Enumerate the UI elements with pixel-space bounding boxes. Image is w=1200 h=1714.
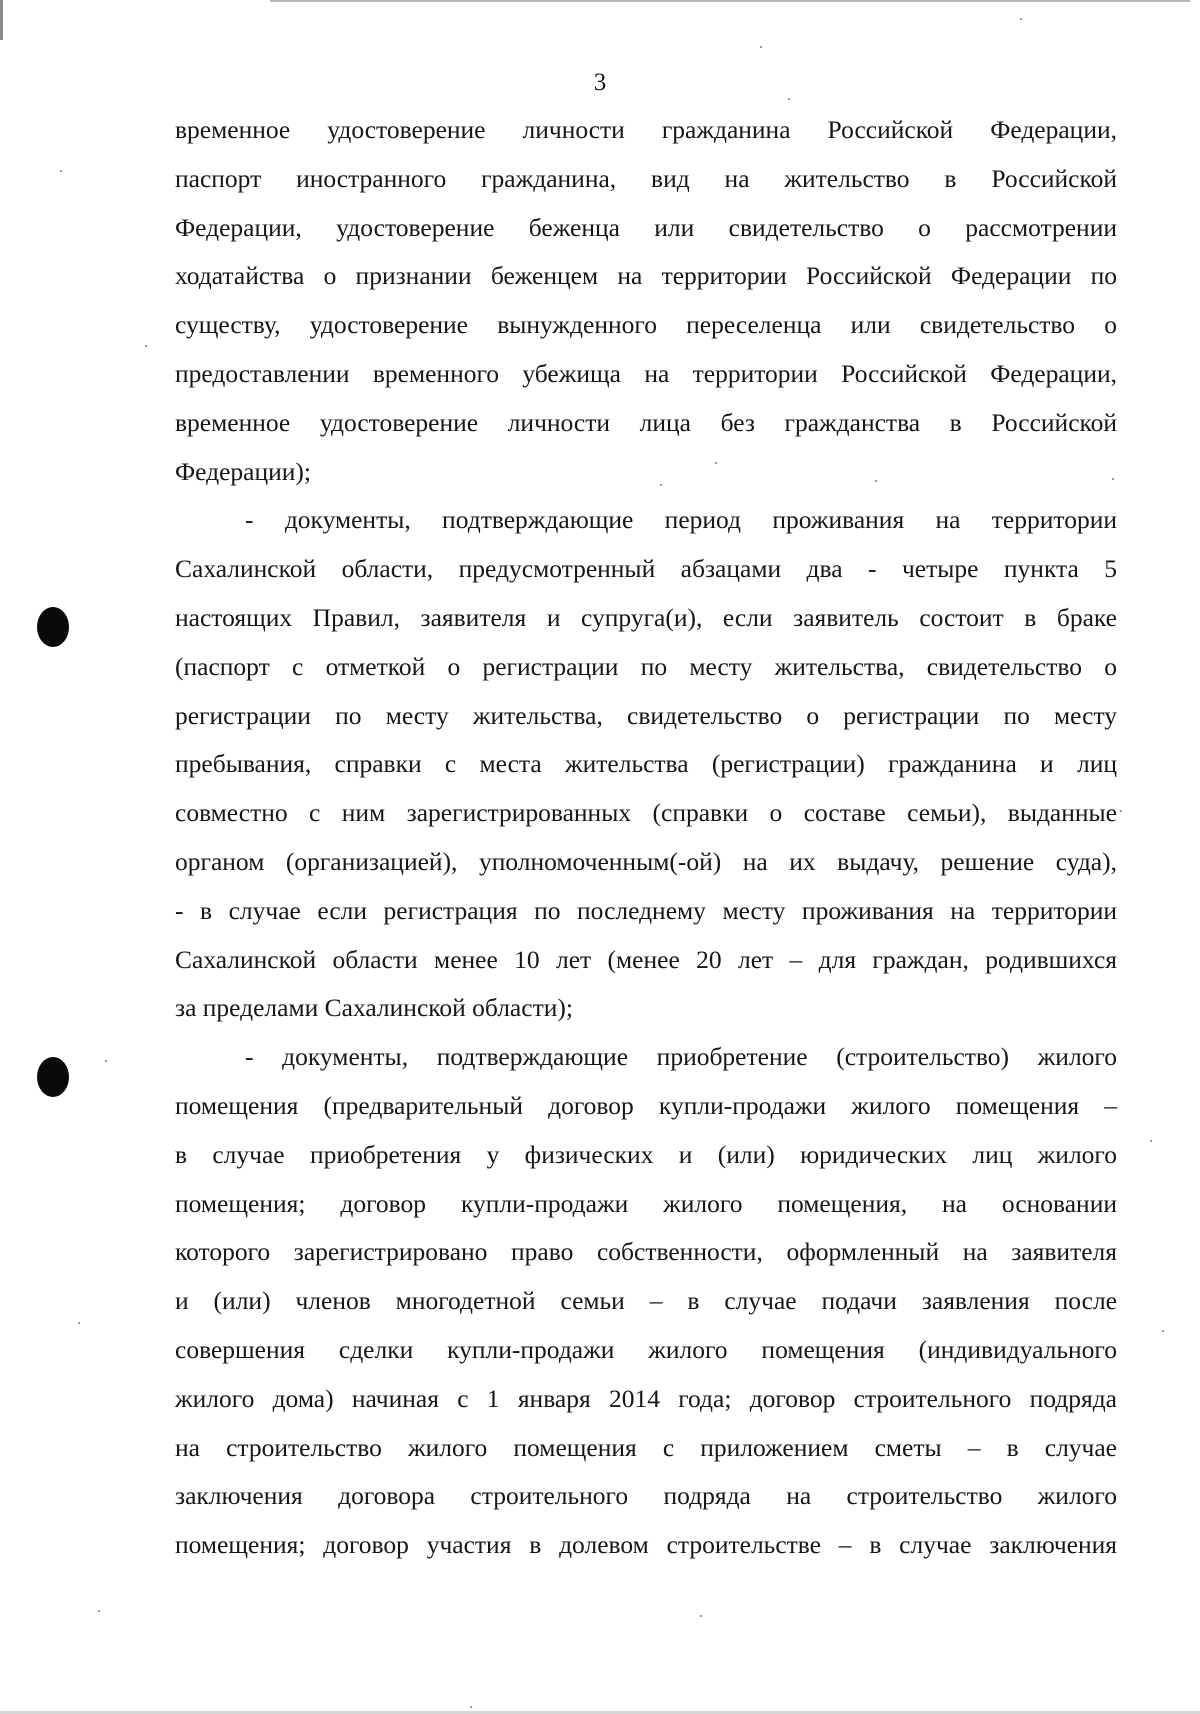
scan-speck bbox=[788, 98, 790, 100]
scan-speck bbox=[145, 345, 147, 347]
text-line: - в случае если регистрация по последнему месту проживания на территории bbox=[175, 895, 1117, 925]
text-line: Федерации, удостоверение беженца или свидетельство о рассмотрении bbox=[175, 212, 1117, 242]
scan-speck bbox=[98, 1610, 100, 1612]
text-line: помещения; договор купли-продажи жилого помещения, на основании bbox=[175, 1188, 1117, 1218]
scan-speck bbox=[1150, 1140, 1152, 1142]
text-line: и (или) членов многодетной семьи – в случае подачи заявления после bbox=[175, 1286, 1117, 1316]
text-line: жилого дома) начиная с 1 января 2014 года; договор строительного подряда bbox=[175, 1383, 1117, 1413]
text-line: помещения; договор участия в долевом строительстве – в случае заключения bbox=[175, 1530, 1117, 1560]
scan-speck bbox=[1120, 810, 1122, 812]
text-line: временное удостоверение личности гражданина Российской Федерации, bbox=[175, 115, 1117, 144]
text-line: Федерации); bbox=[175, 456, 312, 486]
scan-speck bbox=[60, 170, 62, 172]
scan-top-edge bbox=[270, 0, 1190, 2]
text-line: органом (организацией), уполномоченным(-ой) на их выдачу, решение суда), bbox=[175, 846, 1117, 876]
text-line: временное удостоверение личности лица без гражданства в Российской bbox=[175, 407, 1117, 437]
scan-left-edge bbox=[0, 0, 3, 40]
text-line: существу, удостоверение вынужденного переселенца или свидетельство о bbox=[175, 310, 1117, 340]
text-line: Сахалинской области менее 10 лет (менее 20 лет – для граждан, родившихся bbox=[175, 944, 1117, 974]
scan-speck bbox=[1020, 18, 1022, 20]
text-line: совершения сделки купли-продажи жилого помещения (индивидуального bbox=[175, 1334, 1117, 1364]
text-line: регистрации по месту жительства, свидетельство о регистрации по месту bbox=[175, 700, 1117, 730]
text-line: настоящих Правил, заявителя и супруга(и), если заявитель состоит в браке bbox=[175, 602, 1117, 632]
paragraph-identity-documents bbox=[175, 106, 1117, 496]
scan-speck bbox=[1162, 1330, 1164, 1332]
text-line: которого зарегистрировано право собственности, оформленный на заявителя bbox=[175, 1237, 1117, 1267]
punch-hole-mark bbox=[37, 1057, 69, 1097]
scan-speck bbox=[760, 46, 762, 48]
document-body bbox=[175, 106, 1117, 1570]
text-line: (паспорт с отметкой о регистрации по месту жительства, свидетельство о bbox=[175, 651, 1117, 681]
text-line: предоставлении временного убежища на территории Российской Федерации, bbox=[175, 358, 1117, 388]
text-line: заключения договора строительного подряда на строительство жилого bbox=[175, 1481, 1117, 1511]
scan-speck bbox=[105, 1060, 107, 1062]
punch-hole-mark bbox=[37, 607, 69, 647]
scan-speck bbox=[700, 1615, 702, 1617]
text-line: помещения (предварительный договор купли-продажи жилого помещения – bbox=[175, 1090, 1117, 1120]
text-line: на строительство жилого помещения с приложением сметы – в случае bbox=[175, 1432, 1117, 1462]
text-line: совместно с ним зарегистрированных (справки о составе семьи), выданные bbox=[175, 798, 1117, 828]
text-line: - документы, подтверждающие приобретение (строительство) жилого bbox=[245, 1042, 1117, 1072]
scan-speck bbox=[78, 1322, 80, 1324]
text-line: - документы, подтверждающие период проживания на территории bbox=[245, 505, 1117, 535]
text-line: пребывания, справки с места жительства (регистрации) гражданина и лиц bbox=[175, 749, 1117, 779]
text-line: в случае приобретения у физических и (или) юридических лиц жилого bbox=[175, 1139, 1117, 1169]
text-line: за пределами Сахалинской области); bbox=[175, 993, 573, 1023]
paragraph-housing-documents bbox=[175, 1033, 1117, 1570]
page-number: 3 bbox=[593, 69, 607, 96]
scan-speck bbox=[470, 1706, 472, 1708]
text-line: Сахалинской области, предусмотренный абзацами два - четыре пункта 5 bbox=[175, 554, 1117, 584]
text-line: ходатайства о признании беженцем на территории Российской Федерации по bbox=[175, 261, 1117, 291]
paragraph-residence-documents bbox=[175, 496, 1117, 1033]
text-line: паспорт иностранного гражданина, вид на жительство в Российской bbox=[175, 163, 1117, 193]
